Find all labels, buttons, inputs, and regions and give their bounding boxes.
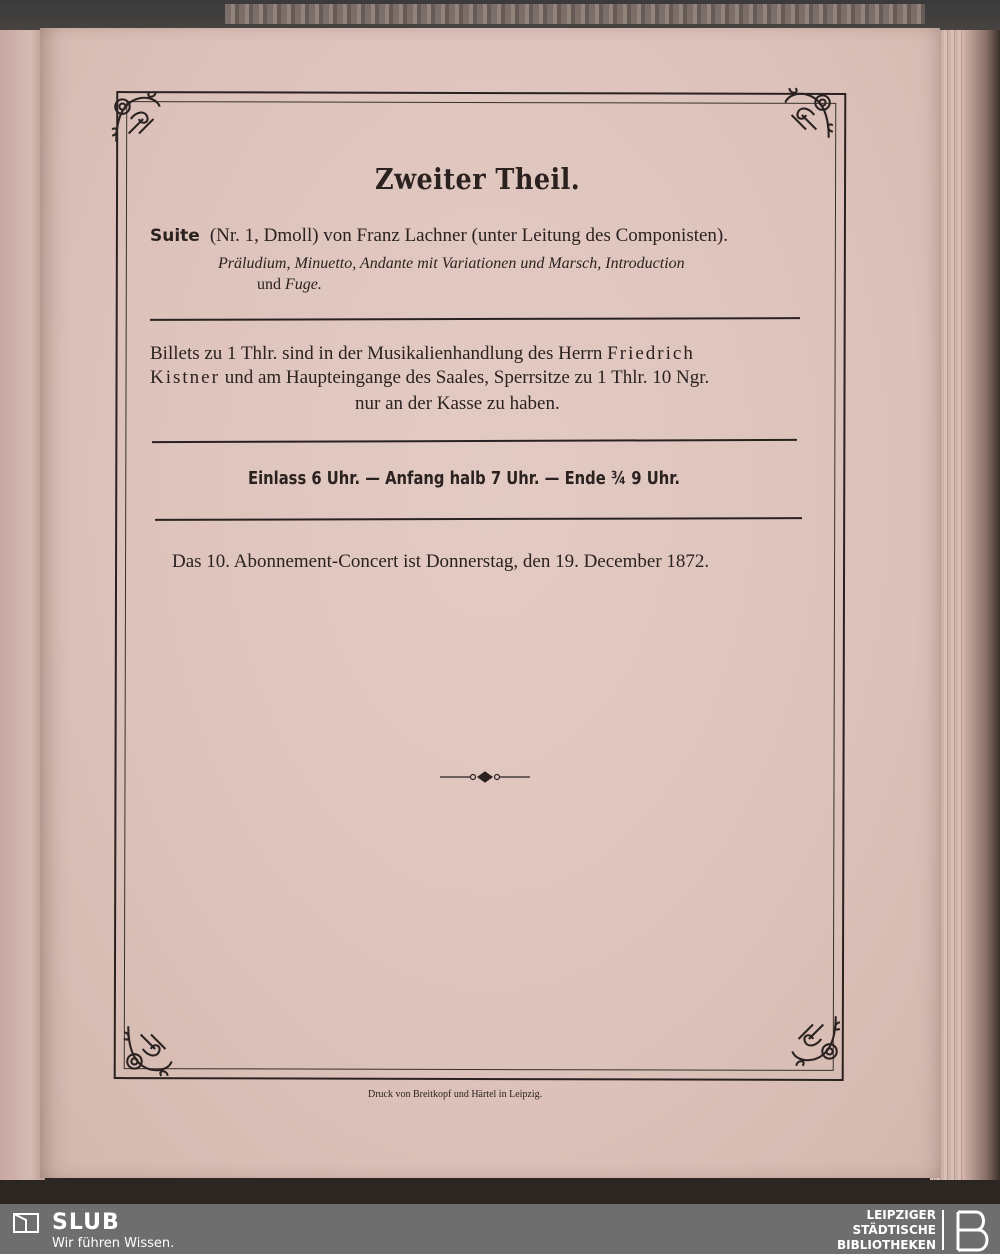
library-logo-icon	[950, 1208, 994, 1254]
slub-tagline: Wir führen Wissen.	[52, 1236, 175, 1251]
corner-ornament-icon	[775, 84, 837, 146]
billets-name-last: Kistner	[150, 367, 220, 388]
billets-name-first: Friedrich	[607, 343, 695, 364]
library-name-line1: LEIPZIGER	[866, 1208, 936, 1222]
library-name[interactable]	[837, 1208, 936, 1253]
billets-text: Billets zu 1 Thlr. sind in der Musikalienhandlung des Herrn	[150, 343, 603, 364]
einlass-times: Einlass 6 Uhr. — Anfang halb 7 Uhr. — Ende ¾ 9 Uhr.	[248, 468, 680, 489]
billets-text-2: und am Haupteingange des Saales, Sperrsitze zu 1 Thlr. 10 Ngr.	[224, 367, 710, 388]
suite-description: (Nr. 1, Dmoll) von Franz Lachner (unter Leitung des Componisten).	[209, 225, 729, 246]
suite-line	[150, 225, 728, 247]
fleuron-ornament-icon	[440, 770, 530, 784]
footer-divider	[942, 1210, 944, 1250]
left-page-edge	[0, 30, 45, 1180]
corner-ornament-icon	[782, 1008, 844, 1070]
suite-movements-line2	[257, 276, 322, 294]
billets-line2	[150, 367, 709, 389]
printer-credit: Druck von Breitkopf und Härtel in Leipzig.	[368, 1089, 543, 1100]
section-title: Zweiter Theil.	[375, 162, 581, 196]
slub-name[interactable]: SLUB	[52, 1210, 120, 1235]
slub-logo-icon	[12, 1212, 40, 1234]
footer-bar	[0, 1204, 1000, 1254]
library-name-line3: BIBLIOTHEKEN	[836, 1238, 936, 1252]
billets-line3: nur an der Kasse zu haben.	[355, 393, 560, 414]
corner-ornament-icon	[108, 88, 170, 150]
billets-line1	[150, 343, 695, 365]
book-right-edge	[965, 30, 1000, 1180]
suite-label: Suite	[150, 226, 200, 246]
next-concert-notice: Das 10. Abonnement-Concert ist Donnerstag, den 19. December 1872.	[172, 551, 710, 572]
library-name-line2: STÄDTISCHE	[852, 1223, 936, 1237]
suite-movements-line1: Präludium, Minuetto, Andante mit Variationen und Marsch, Introduction	[218, 255, 685, 272]
book-cover-pattern	[225, 4, 925, 24]
corner-ornament-icon	[120, 1018, 182, 1080]
movements-fuge: Fuge.	[285, 276, 322, 293]
movements-prefix: und	[257, 276, 281, 293]
